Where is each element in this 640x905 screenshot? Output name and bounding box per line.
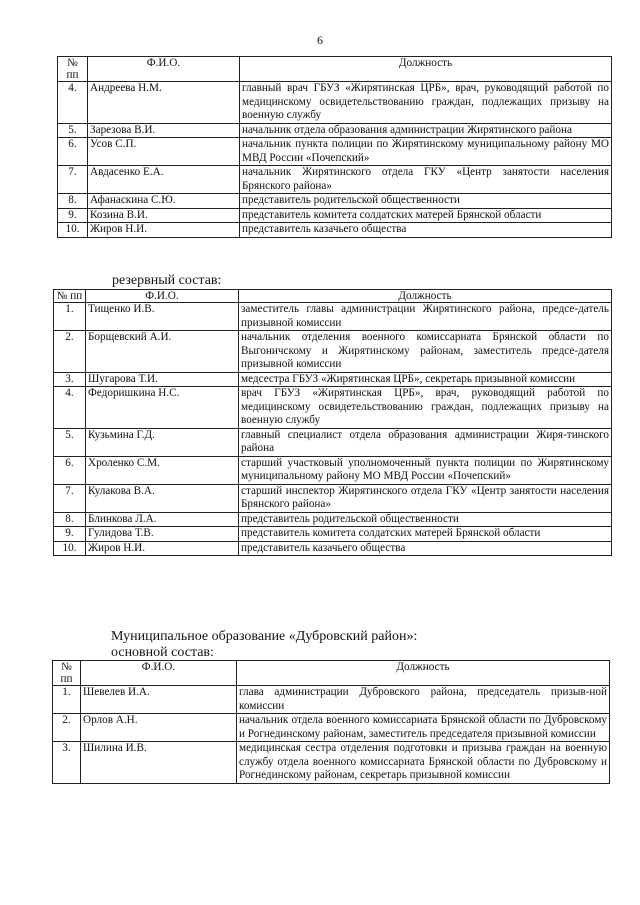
person-name: Козина В.И. <box>88 208 240 223</box>
table-row <box>54 527 612 542</box>
person-position: представитель комитета солдатских матерей Брянской области <box>240 208 612 223</box>
person-position: начальник Жирятинского отдела ГКУ «Центр занятости населения Брянского района» <box>240 166 612 194</box>
person-name: Блинкова Л.А. <box>86 512 239 527</box>
commission-table-2 <box>53 289 612 556</box>
person-name: Усов С.П. <box>88 138 240 166</box>
table-row <box>54 456 612 484</box>
row-number: 4. <box>58 82 88 124</box>
person-position: врач ГБУЗ «Жирятинская ЦРБ», врач, руководящий работой по медицинскому освидетельствованию граждан, подлежащих призыву на военную службу <box>239 387 612 429</box>
person-position: представитель комитета солдатских матерей Брянской области <box>239 527 612 542</box>
table1-section <box>57 56 612 238</box>
person-name: Хроленко С.М. <box>86 456 239 484</box>
table-row <box>54 484 612 512</box>
table-row <box>58 138 612 166</box>
commission-table-3 <box>52 660 610 784</box>
person-position: старший участковый уполномоченный пункта полиции по Жирятинскому муниципальному району МО МВД России «Почепский» <box>239 456 612 484</box>
row-number: 8. <box>58 194 88 209</box>
commission-table-1 <box>57 56 612 238</box>
person-name: Тищенко И.В. <box>86 303 239 331</box>
person-name: Жиров Н.И. <box>86 541 239 556</box>
person-name: Борщевский А.И. <box>86 331 239 373</box>
table-header <box>58 57 612 82</box>
col-position-header: Должность <box>240 57 612 82</box>
person-position: представитель казачьего общества <box>239 541 612 556</box>
page-number: 6 <box>317 33 323 47</box>
col-name-header: Ф.И.О. <box>81 661 237 686</box>
main-heading: основной состав: <box>111 645 214 660</box>
municipality-heading: Муниципальное образование «Дубровский район»: <box>111 629 418 644</box>
person-name: Жиров Н.И. <box>88 223 240 238</box>
row-number: 8. <box>54 512 86 527</box>
row-number: 5. <box>58 123 88 138</box>
row-number: 7. <box>58 166 88 194</box>
col-name-header: Ф.И.О. <box>86 290 239 303</box>
table-row <box>54 387 612 429</box>
person-position: главный специалист отдела образования администрации Жиря-тинского района <box>239 428 612 456</box>
table-row <box>58 123 612 138</box>
row-number: 4. <box>54 387 86 429</box>
table-row <box>54 512 612 527</box>
row-number: 7. <box>54 484 86 512</box>
table3-section <box>52 660 610 784</box>
person-name: Кулакова В.А. <box>86 484 239 512</box>
col-num-header: № пп <box>53 661 81 686</box>
row-number: 9. <box>54 527 86 542</box>
row-number: 3. <box>54 372 86 387</box>
table2-section <box>53 289 612 556</box>
table3-body <box>53 686 610 784</box>
person-name: Шевелев И.А. <box>81 686 237 714</box>
person-name: Гулидова Т.В. <box>86 527 239 542</box>
person-name: Кузьмина Г.Д. <box>86 428 239 456</box>
row-number: 1. <box>53 686 81 714</box>
table-row <box>54 303 612 331</box>
col-num-header: № пп <box>58 57 88 82</box>
col-name-header: Ф.И.О. <box>88 57 240 82</box>
person-position: глава администрации Дубровского района, председатель призыв-ной комиссии <box>237 686 610 714</box>
person-position: начальник отдела образования администрации Жирятинского района <box>240 123 612 138</box>
table-header <box>54 290 612 303</box>
col-position-header: Должность <box>239 290 612 303</box>
table-row <box>54 428 612 456</box>
row-number: 10. <box>54 541 86 556</box>
row-number: 6. <box>58 138 88 166</box>
table-row <box>54 331 612 373</box>
table1-body <box>58 82 612 238</box>
person-name: Шилина И.В. <box>81 742 237 784</box>
person-position: заместитель главы администрации Жирятинского района, предсе-датель призывной комиссии <box>239 303 612 331</box>
table-row <box>58 82 612 124</box>
row-number: 3. <box>53 742 81 784</box>
table-row <box>58 208 612 223</box>
person-name: Орлов А.Н. <box>81 714 237 742</box>
table-row <box>58 223 612 238</box>
row-number: 2. <box>54 331 86 373</box>
person-position: начальник пункта полиции по Жирятинскому муниципальному району МО МВД России «Почепский» <box>240 138 612 166</box>
person-position: главный врач ГБУЗ «Жирятинская ЦРБ», врач, руководящий работой по медицинскому освидетельствованию граждан, подлежащих призыву на военную службу <box>240 82 612 124</box>
row-number: 1. <box>54 303 86 331</box>
person-position: начальник отдела военного комиссариата Брянской области по Дубровскому и Рогнединскому районам, заместитель председателя призывной комиссии <box>237 714 610 742</box>
person-name: Авдасенко Е.А. <box>88 166 240 194</box>
person-position: представитель казачьего общества <box>240 223 612 238</box>
table-row <box>53 714 610 742</box>
person-position: медсестра ГБУЗ «Жирятинская ЦРБ», секретарь призывной комиссии <box>239 372 612 387</box>
person-name: Шугарова Т.И. <box>86 372 239 387</box>
table-header <box>53 661 610 686</box>
row-number: 9. <box>58 208 88 223</box>
reserve-heading: резервный состав: <box>112 273 222 288</box>
person-position: представитель родительской общественности <box>239 512 612 527</box>
person-name: Андреева Н.М. <box>88 82 240 124</box>
row-number: 6. <box>54 456 86 484</box>
table-row <box>58 166 612 194</box>
table-row <box>53 686 610 714</box>
person-position: начальник отделения военного комиссариата Брянской области по Выгоничскому и Жирятинскому районам, заместитель предсе-дателя призывной комиссии <box>239 331 612 373</box>
table-row <box>54 541 612 556</box>
row-number: 5. <box>54 428 86 456</box>
person-position: старший инспектор Жирятинского отдела ГКУ «Центр занятости населения Брянского района» <box>239 484 612 512</box>
person-position: медицинская сестра отделения подготовки и призыва граждан на военную службу отдела военного комиссариата Брянской области по Дубровскому и Рогнединскому районам, секретарь призывной комиссии <box>237 742 610 784</box>
row-number: 10. <box>58 223 88 238</box>
table-row <box>54 372 612 387</box>
table-row <box>58 194 612 209</box>
person-name: Федоришкина Н.С. <box>86 387 239 429</box>
person-position: представитель родительской общественности <box>240 194 612 209</box>
person-name: Афанаскина С.Ю. <box>88 194 240 209</box>
table2-body <box>54 303 612 556</box>
col-num-header: № пп <box>54 290 86 303</box>
table-row <box>53 742 610 784</box>
col-position-header: Должность <box>237 661 610 686</box>
row-number: 2. <box>53 714 81 742</box>
person-name: Зарезова В.И. <box>88 123 240 138</box>
